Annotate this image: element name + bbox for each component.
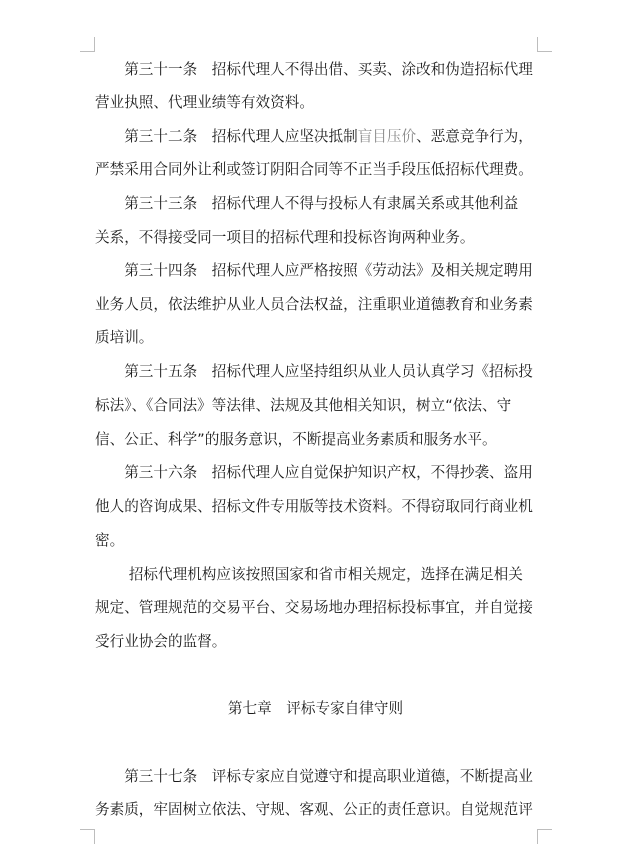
text-line: 严禁采用合同外让利或签订阴阳合同等不正当手段压低招标代理费。 bbox=[95, 161, 533, 178]
faded-text-segment: 盲目压价 bbox=[357, 128, 417, 145]
text-line: 密。 bbox=[95, 532, 125, 549]
text-line: 第三十五条 招标代理人应坚持组织从业人员认真学习《招标投 bbox=[95, 363, 533, 380]
text-line: 信、公正、科学”的服务意识，不断提高业务素质和服务水平。 bbox=[95, 431, 497, 448]
text-line: 他人的咨询成果、招标文件专用版等技术资料。不得窃取同行商业机 bbox=[95, 498, 533, 515]
text-line: 第三十七条 评标专家应自觉遵守和提高职业道德，不断提高业 bbox=[95, 768, 533, 785]
text-line: 业务人员，依法维护从业人员合法权益，注重职业道德教育和业务素 bbox=[95, 296, 533, 313]
text-segment: 第三十二条 招标代理人应坚决抵制 bbox=[95, 128, 358, 145]
page-corner-mark-bottom-left bbox=[80, 829, 95, 844]
text-line: 招标代理机构应该按照国家和省市相关规定，选择在满足相关 bbox=[95, 566, 523, 583]
page-corner-mark-bottom-right bbox=[537, 829, 552, 844]
text-segment: 、恶意竞争行为， bbox=[416, 128, 533, 145]
page-corner-mark-top-right bbox=[537, 37, 552, 52]
chapter-title: 第七章 评标专家自律守则 bbox=[227, 700, 404, 717]
text-line: 质培训。 bbox=[95, 329, 154, 346]
text-line: 务素质，牢固树立依法、守规、客观、公正的责任意识。自觉规范评 bbox=[95, 801, 533, 818]
text-line: 第三十一条 招标代理人不得出借、买卖、涂改和伪造招标代理 bbox=[95, 61, 533, 78]
text-line: 规定、管理规范的交易平台、交易场地办理招标投标事宜，并自觉接 bbox=[95, 599, 533, 616]
page-corner-mark-top-left bbox=[80, 37, 95, 52]
text-line bbox=[95, 127, 533, 147]
text-line: 第三十六条 招标代理人应自觉保护知识产权，不得抄袭、盗用 bbox=[95, 464, 533, 481]
text-line: 关系，不得接受同一项目的招标代理和投标咨询两种业务。 bbox=[95, 229, 475, 246]
text-line: 受行业协会的监督。 bbox=[95, 633, 227, 650]
text-line: 营业执照、代理业绩等有效资料。 bbox=[95, 94, 314, 111]
text-line: 第三十四条 招标代理人应严格按照《劳动法》及相关规定聘用 bbox=[95, 262, 533, 279]
text-line: 标法》、《合同法》等法律、法规及其他相关知识，树立“依法、守 bbox=[95, 397, 512, 414]
text-line: 第三十三条 招标代理人不得与投标人有隶属关系或其他利益 bbox=[95, 195, 519, 212]
